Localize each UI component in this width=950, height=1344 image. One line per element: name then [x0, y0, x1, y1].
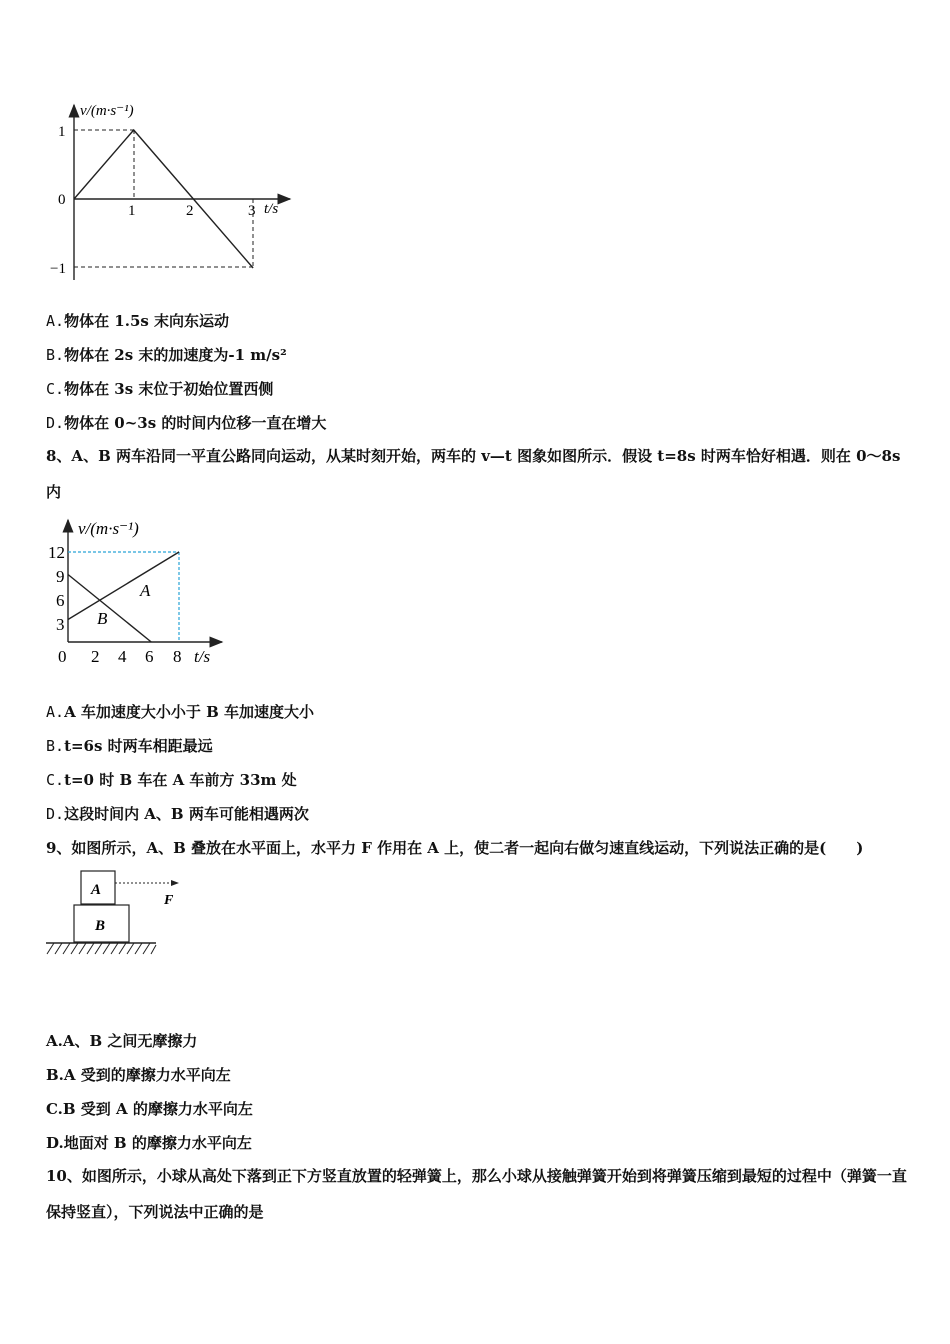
q8-option-b[interactable] [46, 735, 213, 756]
option-key: D. [46, 414, 65, 432]
option-key: D. [46, 805, 65, 823]
y-tick: 1 [58, 124, 66, 140]
q9-option-c[interactable] [46, 1098, 253, 1119]
blocks-figure [44, 868, 184, 960]
y-tick: 0 [58, 192, 66, 208]
y-tick: −1 [50, 261, 66, 277]
x-tick: 8 [173, 647, 182, 666]
y-axis-label: v/(m·s⁻¹) [80, 103, 134, 119]
option-text: t=6s 时两车相距最远 [64, 737, 213, 755]
x-tick: 4 [118, 647, 127, 666]
q7-option-a[interactable] [46, 310, 229, 331]
option-text: A 受到的摩擦力水平向左 [63, 1066, 231, 1084]
option-text: 物体在 1.5s 末向东运动 [64, 312, 230, 330]
option-key: B. [46, 1066, 64, 1084]
option-text: 物体在 3s 末位于初始位置西侧 [64, 380, 274, 398]
vt-graph-2 [40, 512, 240, 672]
x-tick: 2 [186, 203, 194, 219]
option-key: A. [46, 312, 65, 330]
ground-hatch [47, 943, 156, 954]
option-text: 地面对 B 的摩擦力水平向左 [63, 1134, 252, 1152]
option-text: A、B 之间无摩擦力 [62, 1032, 198, 1050]
y-tick: 6 [56, 591, 65, 610]
q8-stem: 8、A、B 两车沿同一平直公路同向运动，从某时刻开始，两车的 v—t 图象如图所示．假设 t=8s 时两车恰好相遇．则在 0～8s 内 [46, 447, 901, 501]
line-b [68, 575, 151, 643]
option-key: C. [46, 380, 65, 398]
option-key: D. [46, 1134, 64, 1152]
q7-option-c[interactable] [46, 378, 273, 399]
x-axis-label: t/s [264, 201, 279, 217]
option-text: A 车加速度大小小于 B 车加速度大小 [64, 703, 315, 721]
q9-option-b[interactable] [46, 1064, 231, 1085]
q7-option-b[interactable] [46, 344, 287, 365]
option-text: B 受到 A 的摩擦力水平向左 [62, 1100, 253, 1118]
option-text: 这段时间内 A、B 两车可能相遇两次 [64, 805, 309, 823]
option-text: 物体在 0~3s 的时间内位移一直在增大 [64, 414, 327, 432]
x-axis-label: t/s [194, 647, 211, 666]
x-tick: 1 [128, 203, 136, 219]
option-text: t=0 时 B 车在 A 车前方 33m 处 [64, 771, 297, 789]
block-b-label: B [95, 918, 106, 934]
vt-graph-1 [40, 95, 310, 295]
y-axis-label: v/(m·s⁻¹) [78, 519, 139, 538]
line-a [68, 552, 179, 620]
x-tick: 3 [248, 203, 256, 219]
y-tick: 12 [48, 543, 65, 562]
option-text: 物体在 2s 末的加速度为-1 m/s² [64, 346, 287, 364]
series-label-b: B [97, 609, 108, 628]
force-label: F [164, 893, 174, 908]
q8-option-c[interactable] [46, 769, 297, 790]
x-tick: 2 [91, 647, 100, 666]
q8-option-d[interactable] [46, 803, 309, 824]
series-label-a: A [140, 581, 151, 600]
option-key: A. [46, 703, 65, 721]
q8-option-a[interactable] [46, 701, 314, 722]
guide-lines [68, 552, 179, 642]
q9-option-a[interactable] [46, 1030, 197, 1051]
q10-stem: 10、如图所示，小球从高处下落到正下方竖直放置的轻弹簧上，那么小球从接触弹簧开始到将弹簧压缩到最短的过程中（弹簧一直保持竖直），下列说法中正确的是 [46, 1167, 907, 1221]
option-key: C. [46, 1100, 63, 1118]
x-tick: 6 [145, 647, 154, 666]
q7-option-d[interactable] [46, 412, 326, 433]
option-key: B. [46, 346, 65, 364]
y-tick: 9 [56, 567, 65, 586]
option-key: C. [46, 771, 65, 789]
y-tick: 3 [56, 615, 65, 634]
option-key: A. [46, 1032, 63, 1050]
option-key: B. [46, 737, 65, 755]
q9-option-d[interactable] [46, 1132, 252, 1153]
x-tick: 0 [58, 647, 67, 666]
q9-stem: 9、如图所示，A、B 叠放在水平面上，水平力 F 作用在 A 上，使二者一起向右做匀速直线运动，下列说法正确的是( ) [46, 839, 864, 857]
block-a-label: A [91, 882, 102, 898]
